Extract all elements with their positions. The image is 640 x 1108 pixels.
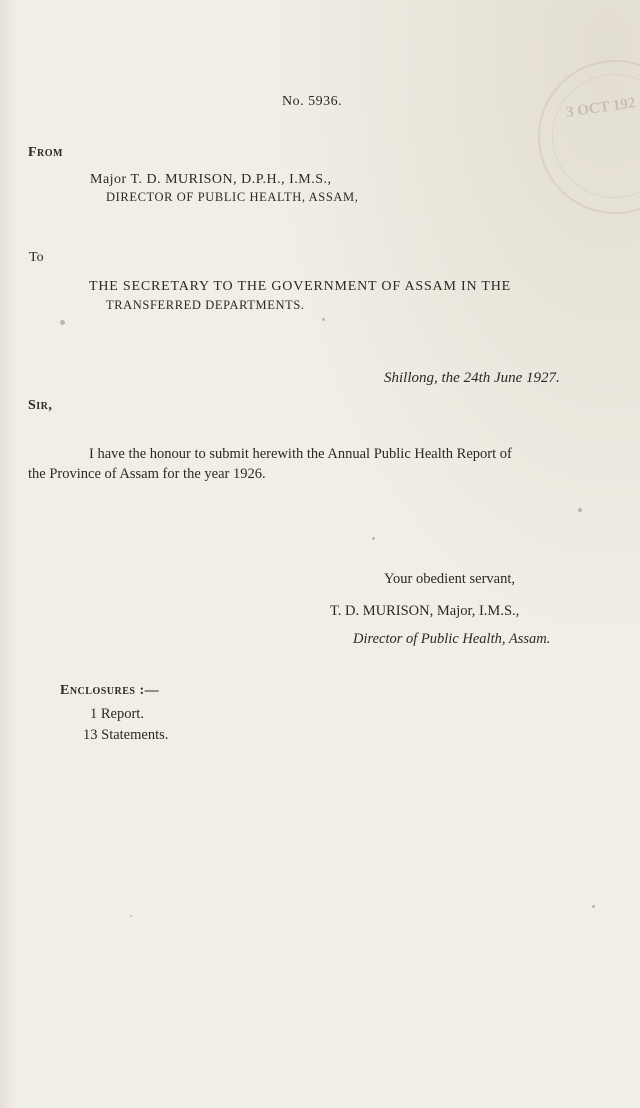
- to-label: To: [29, 250, 44, 265]
- place-date: Shillong, the 24th June 1927.: [384, 370, 560, 386]
- paper-speck: [322, 318, 325, 321]
- sender-title: DIRECTOR OF PUBLIC HEALTH, ASSAM,: [106, 190, 359, 204]
- enclosure-item: 13 Statements.: [83, 727, 169, 743]
- body-text-line-1: I have the honour to submit herewith the Annual Public Health Report of: [89, 446, 512, 462]
- enclosure-item: 1 Report.: [90, 706, 144, 722]
- closing: Your obedient servant,: [384, 571, 516, 587]
- from-label: From: [28, 145, 63, 160]
- sender-name: Major T. D. MURISON, D.P.H., I.M.S.,: [90, 172, 332, 187]
- salutation: Sir,: [28, 398, 53, 413]
- document-number: No. 5936.: [282, 94, 343, 109]
- paper-speck: [592, 905, 595, 908]
- enclosures-heading: Enclosures :—: [60, 683, 160, 698]
- paper-speck: [130, 915, 132, 917]
- signature-title: Director of Public Health, Assam.: [353, 631, 551, 647]
- paper-speck: [60, 320, 65, 325]
- paper-speck: [578, 508, 582, 512]
- paper-speck: [372, 537, 375, 540]
- body-text-line-2: the Province of Assam for the year 1926.: [28, 466, 266, 482]
- library-stamp-date: 3 OCT 192: [565, 95, 637, 121]
- signature-name: T. D. MURISON, Major, I.M.S.,: [330, 603, 520, 619]
- recipient-line-1: THE SECRETARY TO THE GOVERNMENT OF ASSAM IN THE: [89, 279, 512, 294]
- recipient-line-2: TRANSFERRED DEPARTMENTS.: [106, 298, 305, 312]
